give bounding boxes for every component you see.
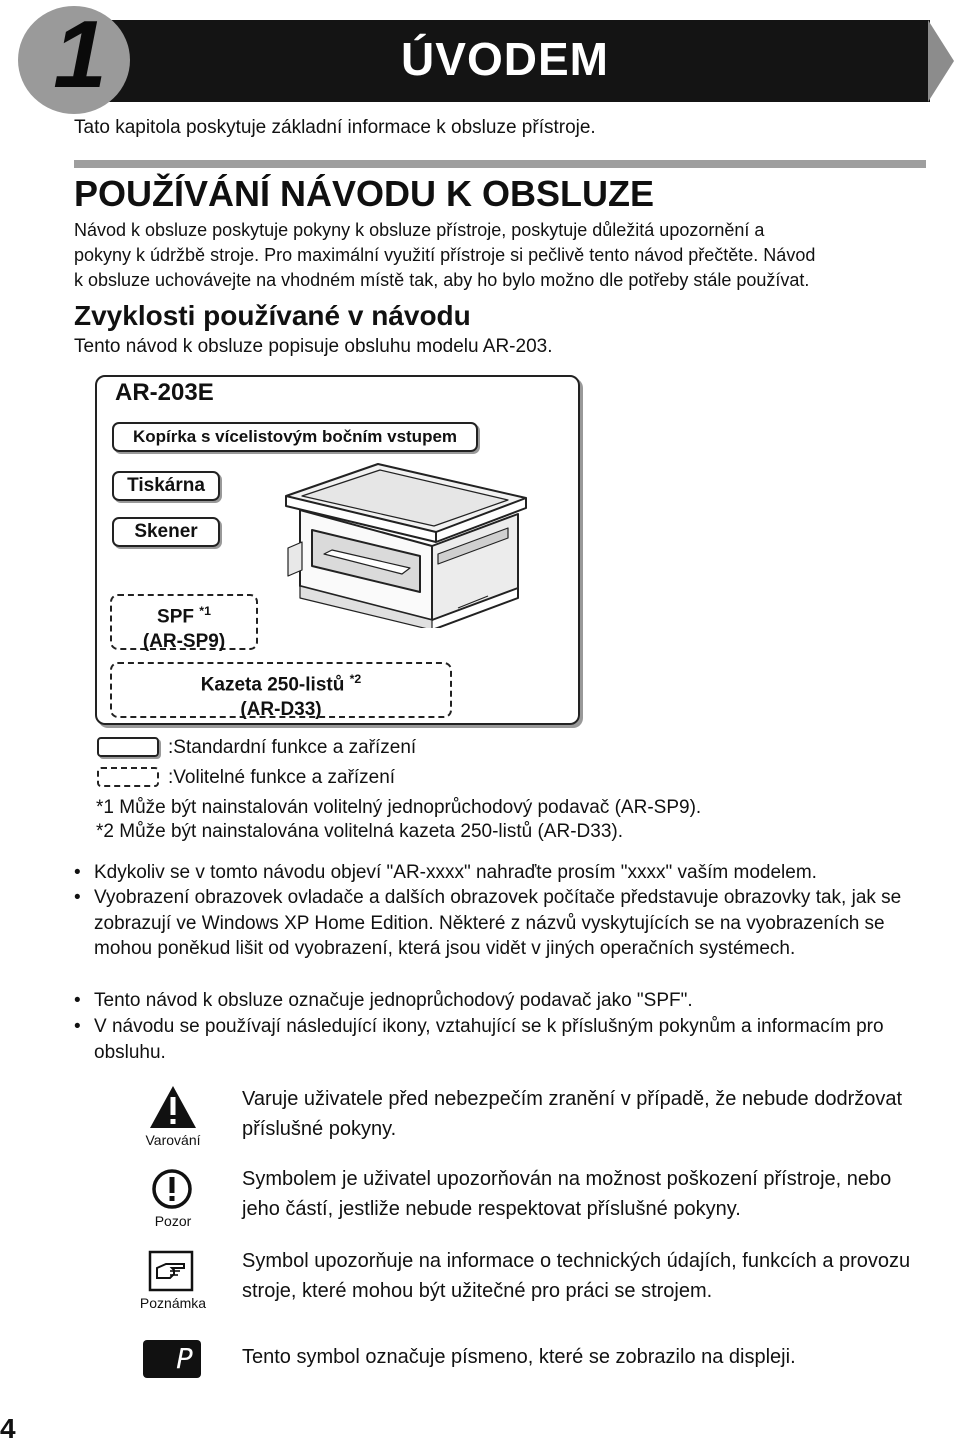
spf-footnote-mark: *1 bbox=[199, 604, 211, 618]
spf-code: (AR-SP9) bbox=[142, 631, 226, 653]
model-description: Tento návod k obsluze popisuje obsluhu modelu AR-203. bbox=[74, 336, 553, 357]
chapter-title: ÚVODEM bbox=[401, 33, 609, 85]
legend-standard-swatch bbox=[97, 737, 159, 757]
section-paragraph-line: pokyny k údržbě stroje. Pro maximální využití přístroje si pečlivě tento návod přečtěte. Návod bbox=[74, 245, 816, 265]
subsection-title: Zvyklosti používané v návodu bbox=[74, 300, 471, 331]
spf-name: SPF bbox=[157, 606, 194, 628]
bullet-dot: • bbox=[74, 990, 81, 1011]
bullet-dot: • bbox=[74, 862, 81, 883]
tray-footnote-mark: *2 bbox=[349, 672, 362, 686]
optional-spf bbox=[110, 594, 258, 653]
section-paragraph-line: Návod k obsluze poskytuje pokyny k obsluze přístroje, poskytuje důležitá upozornění a bbox=[74, 220, 765, 240]
warning-triangle-icon bbox=[148, 1084, 198, 1130]
note-hand-icon bbox=[148, 1250, 194, 1292]
caution-circle-icon bbox=[151, 1168, 193, 1210]
icon-caption: Poznámka bbox=[139, 1295, 207, 1311]
list-item-text: Tento návod k obsluze označuje jednoprůchodový podavač jako "SPF". bbox=[94, 990, 693, 1011]
display-letter-icon: P bbox=[143, 1340, 201, 1378]
footnote-1: *1 Může být nainstalován volitelný jednoprůchodový podavač (AR-SP9). bbox=[96, 797, 702, 818]
list-item bbox=[74, 860, 934, 886]
chapter-intro: Tato kapitola poskytuje základní informace k obsluze přístroje. bbox=[74, 117, 596, 138]
list-item-text: Vyobrazení obrazovek ovladače a dalších obrazovek počítače představuje obrazovky tak, jak se zobrazují ve Windows XP Home Edition. Některé z názvů vyskytujících se na vyobrazeních se mohou poněkud lišit od vyobrazení, která jsou vidět v jiných operačních systémech. bbox=[94, 887, 902, 959]
chapter-number: 1 bbox=[53, 1, 107, 108]
list-item bbox=[74, 988, 934, 1014]
list-item-text: Kdykoliv se v tomto návodu objeví "AR-xxxx" nahraďte prosím "xxxx" vaším modelem. bbox=[94, 862, 817, 883]
section-divider bbox=[74, 160, 926, 168]
bullet-dot: • bbox=[74, 887, 81, 908]
tray-code: (AR-D33) bbox=[240, 699, 322, 721]
std-feature-scanner: Skener bbox=[112, 517, 220, 547]
page-number: 4 bbox=[0, 1413, 16, 1444]
chapter-banner-arrow bbox=[928, 20, 954, 102]
list-item-text: V návodu se používají následující ikony, vztahující se k příslušným pokynům a informacím pro obsluhu. bbox=[94, 1016, 884, 1063]
list-item bbox=[74, 1014, 934, 1066]
section-title: POUŽÍVÁNÍ NÁVODU K OBSLUZE bbox=[74, 173, 655, 214]
icon-description: Tento symbol označuje písmeno, které se zobrazilo na displeji. bbox=[242, 1346, 796, 1368]
legend-optional-swatch bbox=[97, 767, 159, 787]
diagram-model-name: AR-203E bbox=[115, 379, 214, 406]
section-paragraph-line: k obsluze uchovávejte na vhodném místě tak, aby ho bylo možno dle potřeby stále používat. bbox=[74, 270, 810, 290]
std-feature-printer: Tiskárna bbox=[112, 471, 220, 501]
icon-description: Varuje uživatele před nebezpečím zranění v případě, že nebude dodržovat příslušné pokyny. bbox=[242, 1088, 903, 1140]
legend-standard-label: :Standardní funkce a zařízení bbox=[168, 737, 417, 758]
icon-description: Symbolem je uživatel upozorňován na možnost poškození přístroje, nebo jeho částí, jestliže nebude respektovat příslušné pokyny. bbox=[242, 1168, 892, 1220]
icon-caption: Varování bbox=[145, 1132, 201, 1148]
copier-illustration bbox=[282, 458, 552, 628]
footnote-2: *2 Může být nainstalována volitelná kazeta 250-listů (AR-D33). bbox=[96, 821, 623, 842]
optional-tray bbox=[110, 662, 452, 721]
bullet-dot: • bbox=[74, 1016, 81, 1037]
legend-optional-label: :Volitelné funkce a zařízení bbox=[168, 767, 396, 788]
icon-description: Symbol upozorňuje na informace o technických údajích, funkcích a provozu stroje, které mohou být užitečné pro práci se strojem. bbox=[242, 1250, 911, 1302]
icon-caption: Pozor bbox=[154, 1213, 192, 1229]
std-feature-copier: Kopírka s vícelistovým bočním vstupem bbox=[112, 422, 478, 452]
list-item bbox=[74, 885, 934, 987]
tray-name: Kazeta 250-listů bbox=[200, 674, 345, 696]
